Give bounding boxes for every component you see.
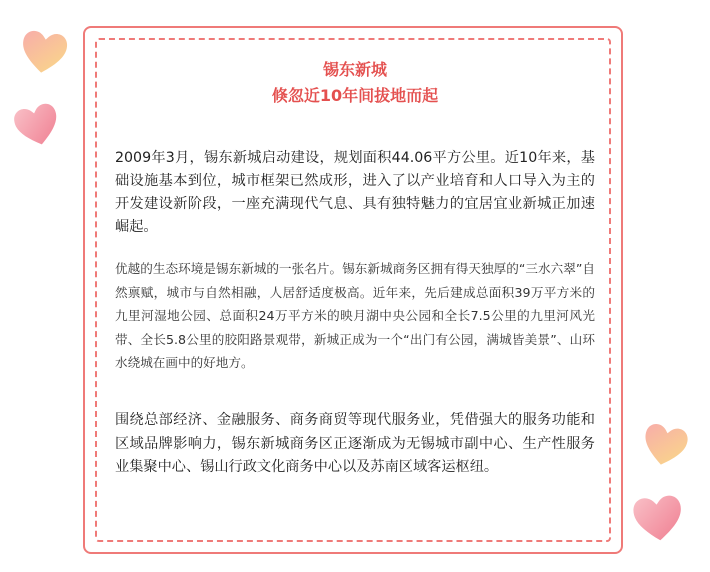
pink-heart-icon (627, 487, 689, 549)
paragraph-intro: 2009年3月，锡东新城启动建设，规划面积44.06平方公里。近10年来，基础设施基本到位，城市框架已然成形，进入了以产业培育和人口导入为主的开发建设新阶段，一座充满现代气息、具有独特魅力的宜居宜业新城正加速崛起。 (115, 150, 595, 235)
paragraph-services: 围绕总部经济、金融服务、商务商贸等现代服务业，凭借强大的服务功能和区域品牌影响力，锡东新城商务区正逐渐成为无锡城市副中心、生产性服务业集聚中心、锡山行政文化商务中心以及苏南区域客运枢纽。 (115, 412, 595, 475)
article-title: 锡东新城 (322, 60, 387, 79)
peach-heart-icon (635, 415, 694, 474)
paragraph-ecology: 优越的生态环境是锡东新城的一张名片。锡东新城商务区拥有得天独厚的“三水六翠”自然禀赋，城市与自然相融，人居舒适度极高。近年来，先后建成总面积39万平方米的九里河湿地公园、总面积24万平方米的映月湖中央公园和全长7.5公里的九里河风光带、全长5.8公里的胶阳路景观带，新城正成为一个“出门有公园，满城皆美景”、山环水绕城在画中的好地方。 (115, 261, 595, 370)
article-subtitle: 倏忽近10年间拔地而起 (271, 86, 439, 105)
